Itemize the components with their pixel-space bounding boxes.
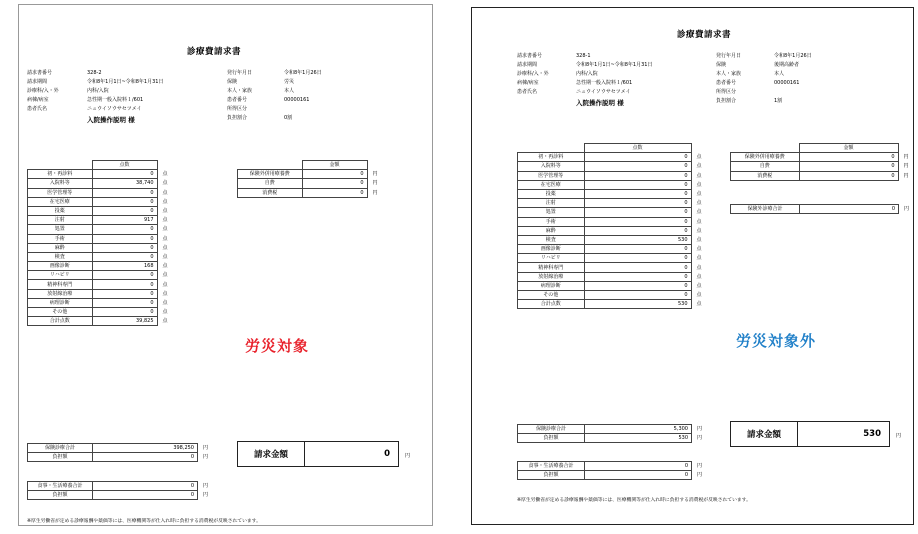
billing-unit: 円: [405, 453, 411, 459]
meal-total-table: 食事・生活療養合計 0 円 負担額 0 円: [27, 481, 209, 500]
table-row: 在宅医療 0 点: [518, 180, 703, 189]
score-header: 点数: [92, 161, 157, 170]
billing-period: 令和8年1月1日~令和8年1月31日: [87, 79, 164, 85]
page-title: 診療費請求書: [187, 47, 242, 57]
patient-name: 入院操作説明 様: [87, 116, 135, 124]
info-label: 負担割合: [716, 98, 737, 104]
table-row: リハビリ 0 点: [28, 271, 169, 280]
patient-kana: ニュウイソウサセツメイ: [576, 89, 631, 95]
footnote: ※厚生労働省が定める診療報酬や薬価等には、医療機関等が仕入れ時に負担する消費税が反映されています。: [517, 498, 751, 503]
info-label: 患者番号: [227, 97, 248, 103]
relation: 本人: [774, 71, 785, 77]
table-row: 検査 530 点: [518, 235, 703, 244]
info-label: 病棟/病室: [27, 97, 49, 103]
right-label-column: [227, 69, 252, 123]
burden-ratio: 1割: [774, 98, 783, 104]
table-row: 入院料等 0 点: [518, 162, 703, 171]
info-label: 患者氏名: [517, 89, 538, 95]
info-label: 診療科/入・外: [27, 88, 59, 94]
table-row: リハビリ 0 点: [518, 254, 703, 263]
table-row: 病理診断 0 点: [28, 298, 169, 307]
right-label-column: [716, 52, 741, 106]
info-label: 本人・家族: [227, 88, 253, 94]
patient-kana: ニュウイソウサセツメイ: [87, 106, 142, 112]
table-row: 注射 0 点: [518, 199, 703, 208]
right-value-column: [774, 52, 812, 106]
billing-period: 令和8年1月1日~令和8年1月31日: [576, 62, 653, 68]
score-table: [517, 143, 703, 309]
workers-comp-stamp: 労災対象: [245, 337, 310, 355]
billing-unit: 円: [896, 433, 902, 439]
ward-room: 急性期一般入院料１/601: [576, 80, 633, 86]
info-label: 本人・家族: [716, 71, 742, 77]
info-label: 発行年月日: [716, 53, 742, 59]
table-row: 消費税 0 円: [731, 171, 910, 180]
insurance-total-table: 保険診療合計 5,300 円 負担額 530 円: [517, 424, 703, 443]
invoice-page-right: [471, 7, 914, 525]
info-label: 保険: [716, 62, 727, 68]
invoice-page-left: [18, 4, 433, 526]
table-row: 精神科専門 0 点: [518, 263, 703, 272]
info-label: 請求書番号: [27, 70, 53, 76]
table-row: 医学管理等 0 点: [518, 171, 703, 180]
page-title: 診療費請求書: [677, 30, 732, 40]
issue-date: 令和8年1月26日: [774, 53, 812, 59]
billing-amount: 0: [384, 449, 390, 459]
table-row: 注射 917 点: [28, 216, 169, 225]
info-label: 患者番号: [716, 80, 737, 86]
table-row: 自費 0 円: [238, 179, 379, 188]
patient-name: 入院操作説明 様: [576, 99, 624, 107]
info-label-column: [27, 69, 59, 114]
billing-amount-box: [730, 421, 890, 447]
meal-total-table: 食事・生活療養合計 0 円 負担額 0 円: [517, 461, 703, 480]
score-header: 点数: [584, 144, 691, 153]
table-row: 投薬 0 点: [518, 189, 703, 198]
billing-amount-box: [237, 441, 399, 467]
info-label: 診療科/入・外: [517, 71, 549, 77]
table-row: 画像診断 0 点: [518, 245, 703, 254]
amount-table: [237, 160, 379, 198]
info-value-column: [87, 69, 163, 114]
table-row: その他 0 点: [518, 291, 703, 300]
info-label: 発行年月日: [227, 70, 253, 76]
info-label: 所得区分: [227, 106, 248, 112]
issue-date: 令和8年1月26日: [284, 70, 322, 76]
right-value-column: [284, 69, 322, 123]
table-row: 保険外併用療養費 0 円: [731, 153, 910, 162]
department: 内科/入院: [576, 71, 598, 77]
table-row: 在宅医療 0 点: [28, 197, 169, 206]
table-row: 麻酔 0 点: [28, 243, 169, 252]
info-label: 請求書番号: [517, 53, 543, 59]
insurance-type: 労災: [284, 79, 295, 85]
patient-number: 00000161: [774, 80, 800, 86]
patient-number: 00000161: [284, 97, 310, 103]
relation: 本人: [284, 88, 295, 94]
ward-room: 急性期一般入院料１/601: [87, 97, 144, 103]
amount-header: 金額: [799, 144, 898, 153]
info-label: 保険: [227, 79, 238, 85]
table-row: 保険外併用療養費 0 円: [238, 170, 379, 179]
amount-header: 金額: [302, 161, 367, 170]
burden-ratio: 0割: [284, 115, 293, 121]
info-value-column: [576, 52, 652, 97]
info-label: 所得区分: [716, 89, 737, 95]
info-label: 請求期間: [27, 79, 48, 85]
table-row: 初・再診料 0 点: [28, 170, 169, 179]
insurance-total-table: 保険診療合計 398,250 円 負担額 0 円: [27, 443, 209, 462]
table-row: 放射線治療 0 点: [28, 289, 169, 298]
footnote: ※厚生労働省が定める診療報酬や薬価等には、医療機関等が仕入れ時に負担する消費税が反映されています。: [27, 519, 261, 524]
info-label-column: [517, 52, 549, 97]
invoice-number: 328-1: [576, 53, 591, 59]
table-row: 病理診断 0 点: [518, 281, 703, 290]
table-row: 消費税 0 円: [238, 188, 379, 197]
table-row: 処置 0 点: [518, 208, 703, 217]
department: 内科/入院: [87, 88, 109, 94]
info-label: 患者氏名: [27, 106, 48, 112]
billing-label: 請求金額: [731, 422, 798, 446]
outside-total-table: 保険外診療合計 0 円: [730, 204, 909, 214]
amount-table: [730, 143, 910, 181]
table-row: 画像診断 168 点: [28, 262, 169, 271]
table-row: 合計点数 39,825 点: [28, 317, 169, 326]
income-category: [284, 105, 322, 114]
info-label: 請求期間: [517, 62, 538, 68]
table-row: 放射線治療 0 点: [518, 272, 703, 281]
billing-amount: 530: [863, 429, 881, 439]
table-row: その他 0 点: [28, 308, 169, 317]
score-table: [27, 160, 169, 326]
table-row: 初・再診料 0 点: [518, 153, 703, 162]
billing-label: 請求金額: [238, 442, 305, 466]
table-row: 手術 0 点: [518, 217, 703, 226]
table-row: 入院料等 38,740 点: [28, 179, 169, 188]
info-label: 負担割合: [227, 115, 248, 121]
table-row: 精神科専門 0 点: [28, 280, 169, 289]
invoice-number: 328-2: [87, 70, 102, 76]
table-row: 手術 0 点: [28, 234, 169, 243]
non-workers-comp-stamp: 労災対象外: [736, 332, 817, 350]
table-row: 投薬 0 点: [28, 206, 169, 215]
income-category: [774, 88, 812, 97]
insurance-type: 後期高齢者: [774, 62, 800, 68]
table-row: 検査 0 点: [28, 252, 169, 261]
table-row: 合計点数 530 点: [518, 300, 703, 309]
table-row: 自費 0 円: [731, 162, 910, 171]
table-row: 麻酔 0 点: [518, 226, 703, 235]
table-row: 医学管理等 0 点: [28, 188, 169, 197]
table-row: 処置 0 点: [28, 225, 169, 234]
info-label: 病棟/病室: [517, 80, 539, 86]
